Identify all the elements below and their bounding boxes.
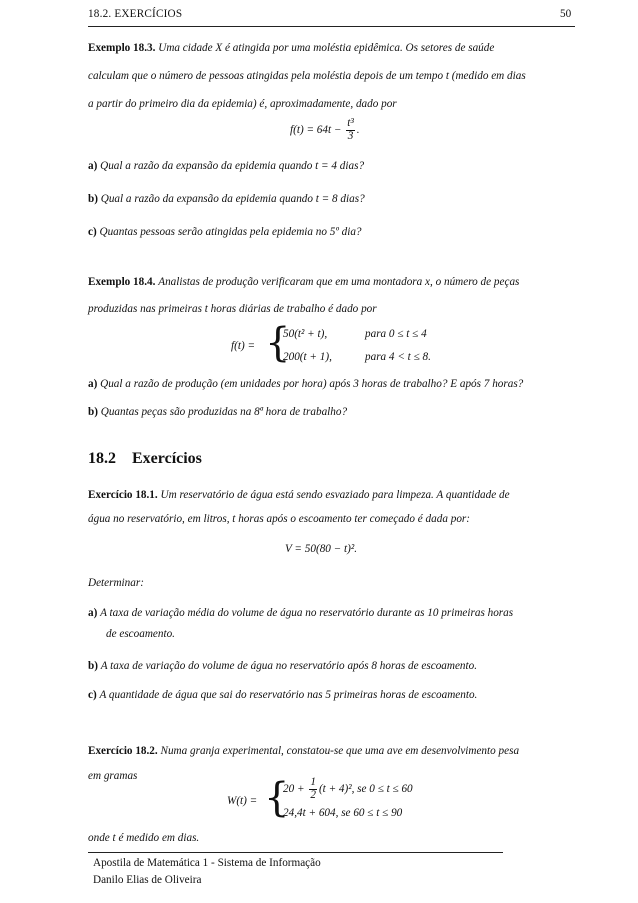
fraction-numerator: t³: [347, 117, 354, 129]
fraction-numerator: 1: [310, 776, 316, 788]
example-18-4-item-b: [88, 406, 347, 418]
exercise-18-1-item-a-cont: de escoamento.: [106, 628, 175, 640]
item-label: b): [88, 193, 98, 205]
exercise-18-1-label: Exercício 18.1.: [88, 489, 158, 501]
exercise-18-1-item-b: [88, 660, 477, 672]
item-text: Qual a razão da expansão da epidemia quando t = 4 dias?: [100, 160, 365, 172]
item-text: A taxa de variação do volume de água no reservatório após 8 horas de escoamento.: [100, 660, 478, 672]
formula-lhs: f(t) = 64t −: [290, 123, 342, 136]
footer-rule: [88, 852, 503, 853]
example-18-3-formula: [290, 118, 360, 143]
case1-suffix: (t + 4)², se 0 ≤ t ≤ 60: [318, 782, 413, 795]
item-label: a): [88, 378, 98, 390]
item-text: A quantidade de água que sai do reservatório nas 5 primeiras horas de escoamento.: [99, 689, 478, 701]
piecewise-lhs: f(t) =: [231, 340, 256, 352]
item-label: a): [88, 160, 98, 172]
example-18-3-text: Uma cidade X é atingida por uma moléstia epidêmica. Os setores de saúde: [158, 42, 495, 54]
w-case2: 24,4t + 604, se 60 ≤ t ≤ 90: [283, 807, 403, 819]
example-18-4-text: Analistas de produção verificaram que em uma montadora x, o número de peças: [158, 276, 520, 288]
example-18-3-line1: [88, 42, 494, 54]
example-18-3-line3: a partir do primeiro dia da epidemia) é, aproximadamente, dado por: [88, 98, 397, 110]
determinar-label: Determinar:: [88, 577, 144, 589]
item-label: c): [88, 226, 97, 238]
running-header-section: 18.2. EXERCÍCIOS: [88, 8, 183, 20]
fraction-denominator: 3: [347, 129, 354, 142]
exercise-18-2-line1: [88, 745, 519, 757]
section-heading: [88, 450, 202, 468]
exercise-18-2-text: Numa granja experimental, constatou-se que uma ave em desenvolvimento pesa: [160, 745, 520, 757]
fraction: [309, 777, 317, 802]
example-18-4-line2: produzidas nas primeiras t horas diárias de trabalho é dado por: [88, 303, 377, 315]
example-18-3-item-b: [88, 193, 365, 205]
exercise-18-1-item-c: [88, 689, 477, 701]
case1-expression: 50(t² + t),: [283, 328, 328, 340]
footer-line2: Danilo Elias de Oliveira: [93, 874, 202, 886]
exercise-18-2-footer-text: onde t é medido em dias.: [88, 832, 200, 844]
header-rule: [88, 26, 575, 27]
fraction-denominator: 2: [310, 788, 316, 801]
item-text: Quantas pessoas serão atingidas pela epidemia no 5º dia?: [99, 226, 362, 238]
example-18-3-item-a: [88, 160, 364, 172]
item-label: a): [88, 607, 98, 619]
exercise-18-2-line2: em gramas: [88, 770, 138, 782]
case2-expression: 200(t + 1),: [283, 351, 332, 363]
example-18-3-label: Exemplo 18.3.: [88, 42, 156, 54]
item-text: Qual a razão da expansão da epidemia quando t = 8 dias?: [100, 193, 365, 205]
exercise-18-1-item-a: [88, 607, 513, 619]
footer-line1: Apostila de Matemática 1 - Sistema de Informação: [93, 857, 321, 869]
item-label: c): [88, 689, 97, 701]
piecewise-lhs-w: W(t) =: [227, 795, 258, 807]
w-case1: [283, 777, 413, 802]
example-18-4-line1: [88, 276, 519, 288]
case1-condition: para 0 ≤ t ≤ 4: [365, 328, 427, 340]
example-18-4-label: Exemplo 18.4.: [88, 276, 156, 288]
fraction: [346, 118, 354, 143]
section-number: 18.2: [88, 450, 116, 467]
exercise-18-1-text: Um reservatório de água está sendo esvaziado para limpeza. A quantidade de: [160, 489, 510, 501]
item-text: A taxa de variação média do volume de água no reservatório durante as 10 primeiras horas: [100, 607, 514, 619]
left-brace-icon: {: [264, 775, 290, 821]
exercise-18-2-label: Exercício 18.2.: [88, 745, 158, 757]
section-title: [88, 450, 202, 468]
exercise-18-1-formula: V = 50(80 − t)².: [285, 543, 358, 555]
case2-condition: para 4 < t ≤ 8.: [365, 351, 431, 363]
exercise-18-1-line2: água no reservatório, em litros, t horas após o escoamento ter começado é dada por:: [88, 513, 470, 525]
case1-prefix: 20 +: [283, 782, 305, 795]
example-18-3-item-c: [88, 226, 362, 238]
example-18-4-item-a: [88, 378, 523, 390]
example-18-3-line2: calculam que o número de pessoas atingidas pela moléstia depois de um tempo t (medido em dias: [88, 70, 526, 82]
item-text: Qual a razão de produção (em unidades por hora) após 3 horas de trabalho? E após 7 horas?: [100, 378, 524, 390]
page-number: 50: [560, 8, 572, 20]
exercise-18-1-line1: [88, 489, 510, 501]
item-label: b): [88, 660, 98, 672]
item-label: b): [88, 406, 98, 418]
left-brace-icon: {: [265, 320, 291, 366]
item-text: Quantas peças são produzidas na 8ª hora de trabalho?: [100, 406, 348, 418]
formula-end: .: [356, 123, 360, 136]
section-title-text: Exercícios: [132, 450, 202, 467]
